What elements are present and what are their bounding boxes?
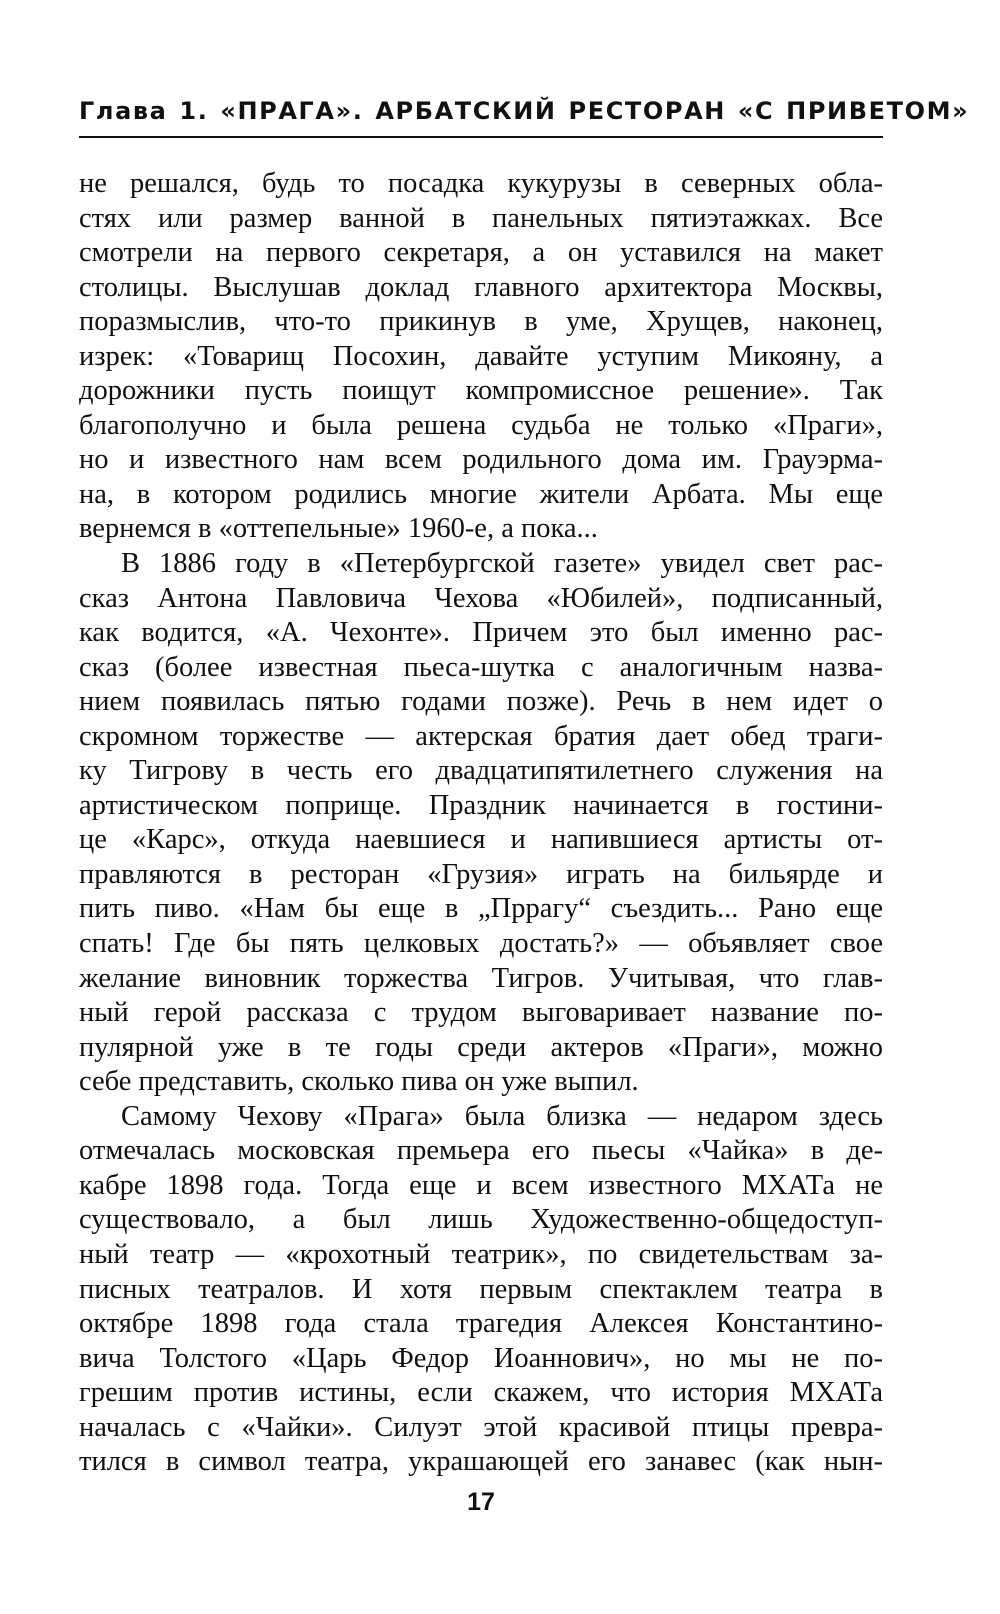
- book-page: [79, 0, 970, 1614]
- text-line: столицы. Выслушав доклад главного архитектора Москвы,: [79, 271, 883, 303]
- text-line: сказ (более известная пьеса-шутка с аналогичным назва-: [79, 651, 883, 683]
- text-line: как водится, «А. Чехонте». Причем это был именно рас-: [79, 617, 883, 649]
- text-line: стях или размер ванной в панельных пятиэтажках. Все: [79, 202, 883, 234]
- text-line: отмечалась московская премьера его пьесы «Чайка» в де-: [79, 1135, 883, 1167]
- text-line: писных театралов. И хотя первым спектаклем театра в: [79, 1273, 883, 1305]
- text-line: пить пиво. «Нам бы еще в „Пррагу“ съездить... Рано еще: [79, 893, 883, 925]
- page-number: 17: [467, 1488, 495, 1516]
- text-line: себе представить, сколько пива он уже выпил.: [79, 1066, 639, 1098]
- text-line: не решался, будь то посадка кукурузы в северных обла-: [79, 168, 883, 199]
- text-line: вича Толстого «Царь Федор Иоаннович», но мы не по-: [79, 1342, 883, 1374]
- text-line: спать! Где бы пять целковых достать?» — объявляет свое: [79, 928, 883, 960]
- running-head-text: Глава 1. «ПРАГА». АРБАТСКИЙ РЕСТОРАН «С ПРИВЕТОМ»: [79, 97, 970, 125]
- text-line: правляются в ресторан «Грузия» играть на бильярде и: [79, 858, 883, 890]
- text-line: на, в котором родились многие жители Арбата. Мы еще: [79, 478, 883, 510]
- text-line: це «Карс», откуда наевшиеся и напившиеся артисты от-: [79, 824, 883, 856]
- text-line: грешим против истины, если скажем, что история МХАТа: [79, 1377, 883, 1409]
- text-line: В 1886 году в «Петербургской газете» увидел свет рас-: [121, 548, 883, 580]
- text-line: ный герой рассказа с трудом выговаривает название по-: [79, 997, 883, 1029]
- text-line: дорожники пусть поищут компромиссное решение». Так: [79, 375, 883, 407]
- text-line: нием появилась пятью годами позже). Речь в нем идет о: [79, 686, 883, 718]
- text-line: началась с «Чайки». Силуэт этой красивой птицы превра-: [79, 1411, 883, 1443]
- text-line: кабре 1898 года. Тогда еще и всем известного МХАТа не: [79, 1169, 883, 1201]
- text-line: поразмыслив, что-то прикинув в уме, Хрущев, наконец,: [79, 306, 883, 338]
- text-line: желание виновник торжества Тигров. Учитывая, что глав-: [79, 962, 883, 994]
- text-line: пулярной уже в те годы среди актеров «Праги», можно: [79, 1031, 883, 1063]
- text-line: сказ Антона Павловича Чехова «Юбилей», подписанный,: [79, 582, 883, 614]
- text-line: артистическом поприще. Праздник начинается в гостини-: [79, 789, 883, 821]
- running-head: [79, 94, 970, 138]
- text-line: октябре 1898 года стала трагедия Алексея Константино-: [79, 1308, 883, 1340]
- text-line: ку Тигрову в честь его двадцатипятилетнего служения на: [79, 755, 883, 787]
- text-line: вернемся в «оттепельные» 1960-е, а пока...: [79, 513, 598, 545]
- text-line: изрек: «Товарищ Посохин, давайте уступим Микояну, а: [79, 340, 883, 372]
- text-line: ный театр — «крохотный театрик», по свидетельствам за-: [79, 1238, 883, 1270]
- text-line: благополучно и была решена судьба не только «Праги»,: [79, 409, 883, 441]
- text-line: тился в символ театра, украшающей его занавес (как нын-: [79, 1446, 883, 1478]
- text-line: Самому Чехову «Прага» была близка — недаром здесь: [121, 1100, 883, 1132]
- text-line: скромном торжестве — актерская братия дает обед траги-: [79, 720, 883, 752]
- body-text: [79, 167, 883, 1480]
- text-line: существовало, а был лишь Художественно-общедоступ-: [79, 1204, 883, 1236]
- text-line: смотрели на первого секретаря, а он уставился на макет: [79, 237, 883, 269]
- text-line: но и известного нам всем родильного дома им. Грауэрма-: [79, 444, 883, 476]
